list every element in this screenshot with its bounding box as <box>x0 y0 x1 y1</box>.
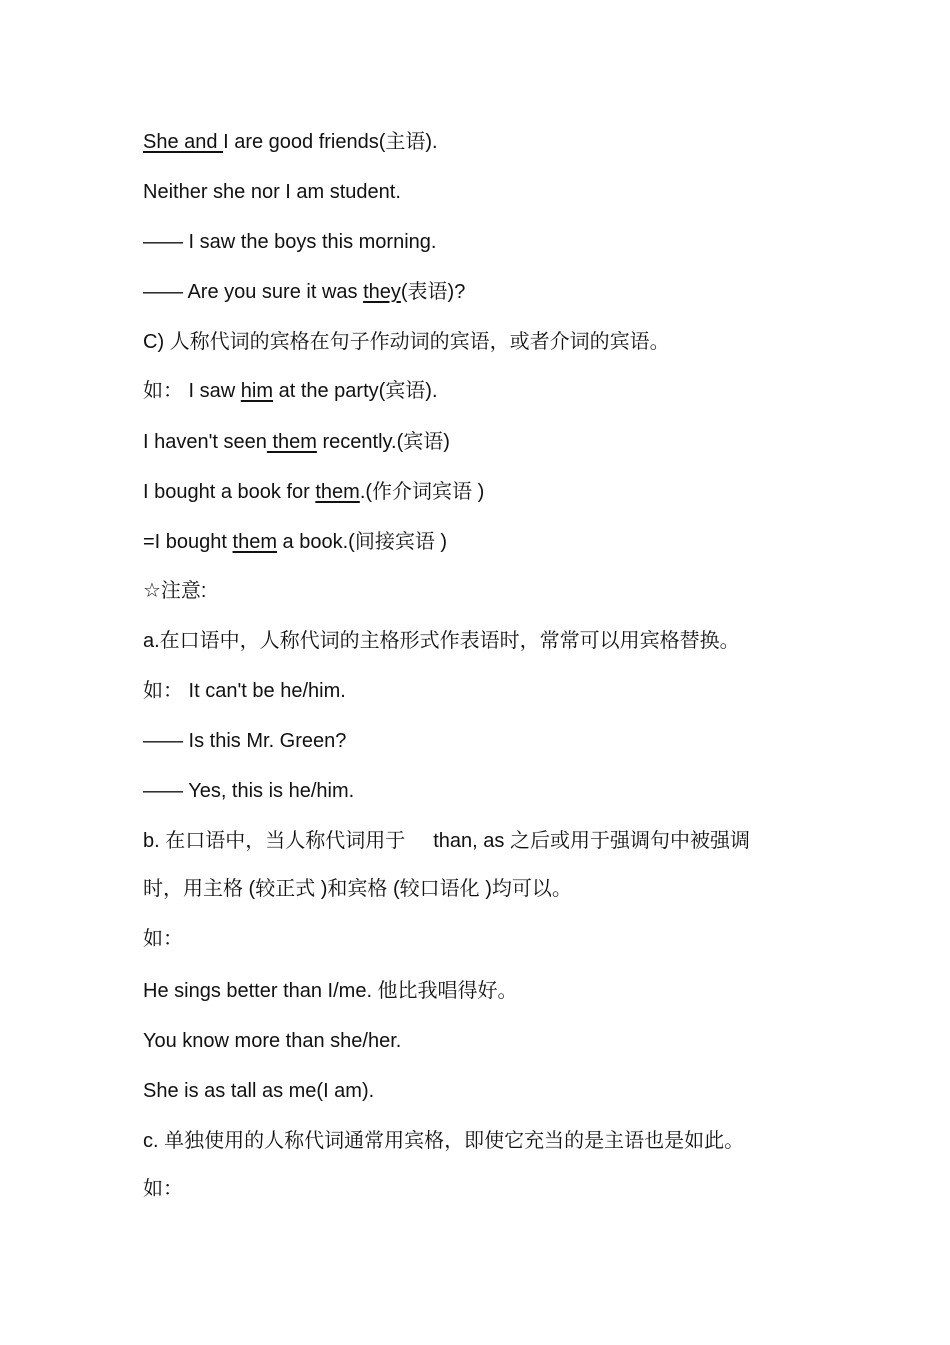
text-segment: =I bought <box>143 531 233 553</box>
text-line <box>143 130 438 154</box>
text-segment: 如： I saw <box>143 380 241 402</box>
text-line <box>143 430 450 454</box>
text-line <box>143 629 740 653</box>
text-segment: recently.(宾语) <box>316 431 450 453</box>
text-line <box>143 679 346 703</box>
text-segment: .(作介词宾语 ) <box>359 481 485 503</box>
text-segment: Neither she nor I am student. <box>143 181 401 203</box>
text-segment: (表语)? <box>400 281 466 303</box>
text-line <box>143 280 465 304</box>
text-line <box>143 530 447 554</box>
text-segment: She is as tall as me(I am). <box>143 1080 375 1102</box>
text-segment: ☆注意: <box>143 580 207 602</box>
text-segment: b. 在口语中，当人称代词用于 <box>143 830 406 852</box>
text-segment: I bought a book for <box>143 481 316 503</box>
underlined-word: them <box>266 431 317 453</box>
underlined-word: them <box>315 481 360 503</box>
text-segment: c. 单独使用的人称代词通常用宾格，即使它充当的是主语也是如此。 <box>143 1130 745 1152</box>
underlined-word: him <box>240 380 274 402</box>
text-line <box>143 927 183 951</box>
text-line <box>143 1177 183 1201</box>
underlined-word: they <box>363 281 401 303</box>
text-line <box>143 579 207 603</box>
text-line <box>143 779 354 803</box>
text-segment: 如： <box>143 928 183 950</box>
underlined-word: them <box>232 531 277 553</box>
text-line <box>143 829 750 853</box>
text-segment: —— Are you sure it was <box>143 281 364 303</box>
text-segment: —— Is this Mr. Green? <box>143 730 347 752</box>
text-segment: a book.(间接宾语 ) <box>277 531 448 553</box>
text-line <box>143 729 346 753</box>
text-segment: You know more than she/her. <box>143 1030 402 1052</box>
text-line <box>143 180 401 204</box>
text-segment: 如： It can't be he/him. <box>143 680 346 702</box>
text-line <box>143 230 436 254</box>
text-segment: C) 人称代词的宾格在句子作动词的宾语，或者介词的宾语。 <box>143 331 670 353</box>
text-line <box>143 330 670 354</box>
text-line <box>143 480 484 504</box>
text-segment: —— Yes, this is he/him. <box>143 780 355 802</box>
underlined-word: She and <box>143 131 224 153</box>
text-segment: I are good friends(主语). <box>223 131 438 153</box>
text-segment: 时，用主格 (较正式 )和宾格 (较口语化 )均可以。 <box>143 878 572 900</box>
text-segment: He sings better than I/me. 他比我唱得好。 <box>143 980 518 1002</box>
text-line <box>143 1079 374 1103</box>
text-segment: —— I saw the boys this morning. <box>143 231 437 253</box>
text-line <box>143 877 572 901</box>
text-line <box>143 979 518 1003</box>
text-line <box>143 379 438 403</box>
text-segment: 如： <box>143 1178 183 1200</box>
text-segment: than, as 之后或用于强调句中被强调 <box>433 830 750 852</box>
text-line <box>143 1129 744 1153</box>
text-line <box>143 1029 401 1053</box>
text-segment: at the party(宾语). <box>273 380 438 402</box>
text-segment: a.在口语中，人称代词的主格形式作表语时，常常可以用宾格替换。 <box>143 630 740 652</box>
text-segment: I haven't seen <box>143 431 267 453</box>
